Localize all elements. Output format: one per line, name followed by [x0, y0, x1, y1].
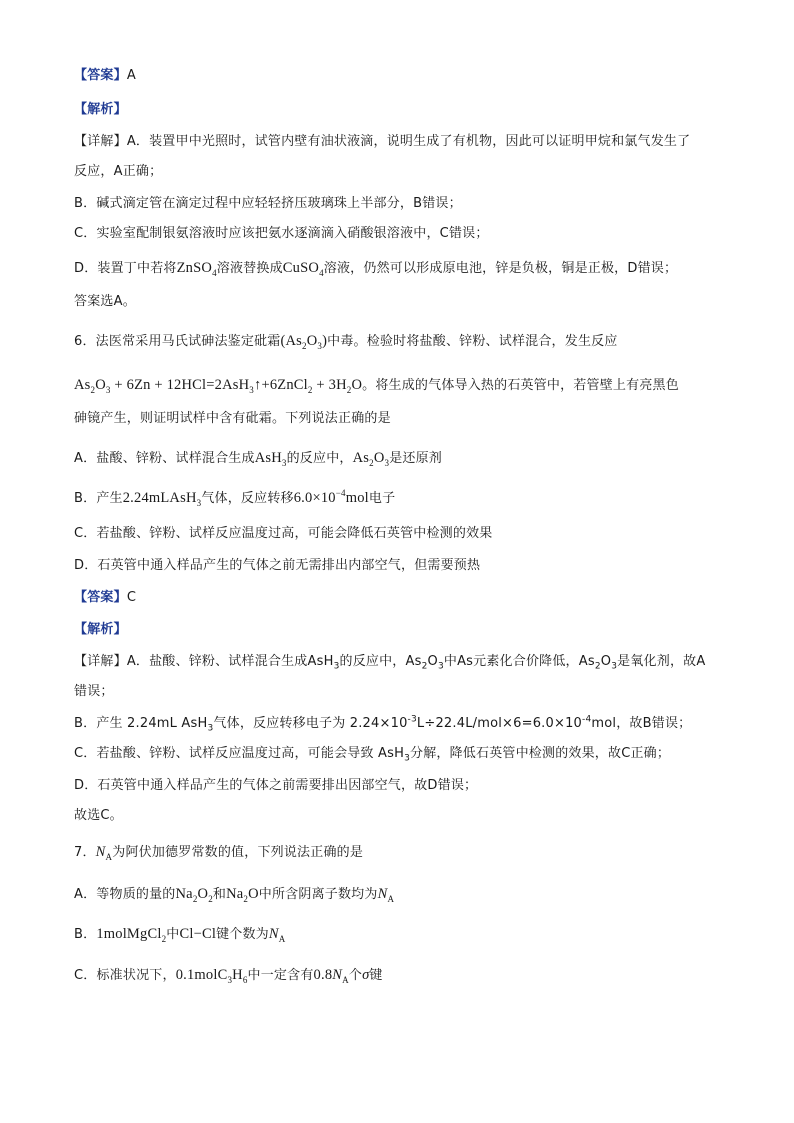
- q7-option-b: B．1molMgCl$_2$中Cl−Cl键个数为$N_A$: [74, 926, 286, 944]
- q6-option-b: B．产生2.24mLAsH$_3$气体，反应转移$6.0\times 10^{-4}mol$电子: [74, 488, 396, 508]
- q5-detail-a: 【详解】A．装置甲中光照时，试管内壁有油状液滴，说明生成了有机物，因此可以证明甲烷和氯气发生了: [74, 134, 691, 149]
- q6-detail-c: C．若盐酸、锌粉、试样反应温度过高，可能会导致 AsH$_3$分解，降低石英管中检测的效果，故C正确；: [74, 746, 671, 764]
- q5-answer: 【答案】A: [74, 68, 136, 83]
- q5-detail-b: B．碱式滴定管在滴定过程中应轻轻挤压玻璃珠上半部分，B错误；: [74, 196, 462, 211]
- q6-detail-d: D．石英管中通入样品产生的气体之前需要排出因部空气，故D错误；: [74, 778, 478, 793]
- q6-stem-line2: $As_2O_3 + 6Zn$ + 12HCl=2AsH$_3$↑+6ZnCl$_2$ + $3H_2O$。将生成的气体导入热的石英管中，若管壁上有亮黑色: [74, 377, 679, 395]
- q6-detail-a-cont: 错误；: [74, 684, 114, 699]
- q6-analysis-label: 【解析】: [74, 622, 127, 637]
- q7-stem: 7．$N_A$为阿伏加德罗常数的值，下列说法正确的是: [74, 844, 364, 862]
- q6-stem-line1: 6．法医常采用马氏试砷法鉴定砒霜$(As_2O_3)$中毒。检验时将盐酸、锌粉、试样混合，发生反应: [74, 333, 618, 351]
- q6-stem-line3: 砷镜产生，则证明试样中含有砒霜。下列说法正确的是: [74, 411, 391, 426]
- q5-detail-c: C．实验室配制银氨溶液时应该把氨水逐滴滴入硝酸银溶液中，C错误；: [74, 226, 489, 241]
- q5-analysis-label: 【解析】: [74, 102, 127, 117]
- q6-answer: 【答案】C: [74, 590, 137, 605]
- q5-detail-d: D．装置丁中若将ZnSO$_4$溶液替换成CuSO$_4$溶液，仍然可以形成原电池，锌是负极，铜是正极，D错误；: [74, 260, 678, 278]
- reaction-equation: $As_2O_3 + 6Zn$ + 12HCl=2AsH$_3$↑+6ZnCl$_2$ + $3H_2O$: [74, 377, 363, 395]
- q7-option-a: A．等物质的量的$Na_2O_2$和$Na_2O$中所含阴离子数均为$N_A$: [74, 886, 395, 904]
- q6-conclusion: 故选C。: [74, 808, 123, 823]
- q6-option-c: C．若盐酸、锌粉、试样反应温度过高，可能会降低石英管中检测的效果: [74, 526, 493, 541]
- q6-detail-a: 【详解】A．盐酸、锌粉、试样混合生成AsH$_3$的反应中，$As_2O_3$中As元素化合价降低，$As_2O_3$是氧化剂，故A: [74, 654, 706, 672]
- q5-detail-a-cont: 反应，A正确；: [74, 164, 163, 179]
- answer-label: 【答案】: [74, 68, 127, 83]
- q6-option-d: D．石英管中通入样品产生的气体之前无需排出内部空气，但需要预热: [74, 558, 481, 573]
- q7-option-c: C．标准状况下，$0.1molC_3H_6$中一定含有$0.8N_A$个σ键: [74, 967, 383, 985]
- q6-option-a: A．盐酸、锌粉、试样混合生成AsH$_3$的反应中，$As_2O_3$是还原剂: [74, 450, 443, 468]
- q5-conclusion: 答案选A。: [74, 294, 136, 309]
- q6-detail-b: B．产生 2.24mL AsH$_3$气体，反应转移电子为 $2.24\times 10^{-3}L\div 22.4L/mol\times 6=6.0\times 10^{-4}mol$，故B错误；: [74, 714, 692, 734]
